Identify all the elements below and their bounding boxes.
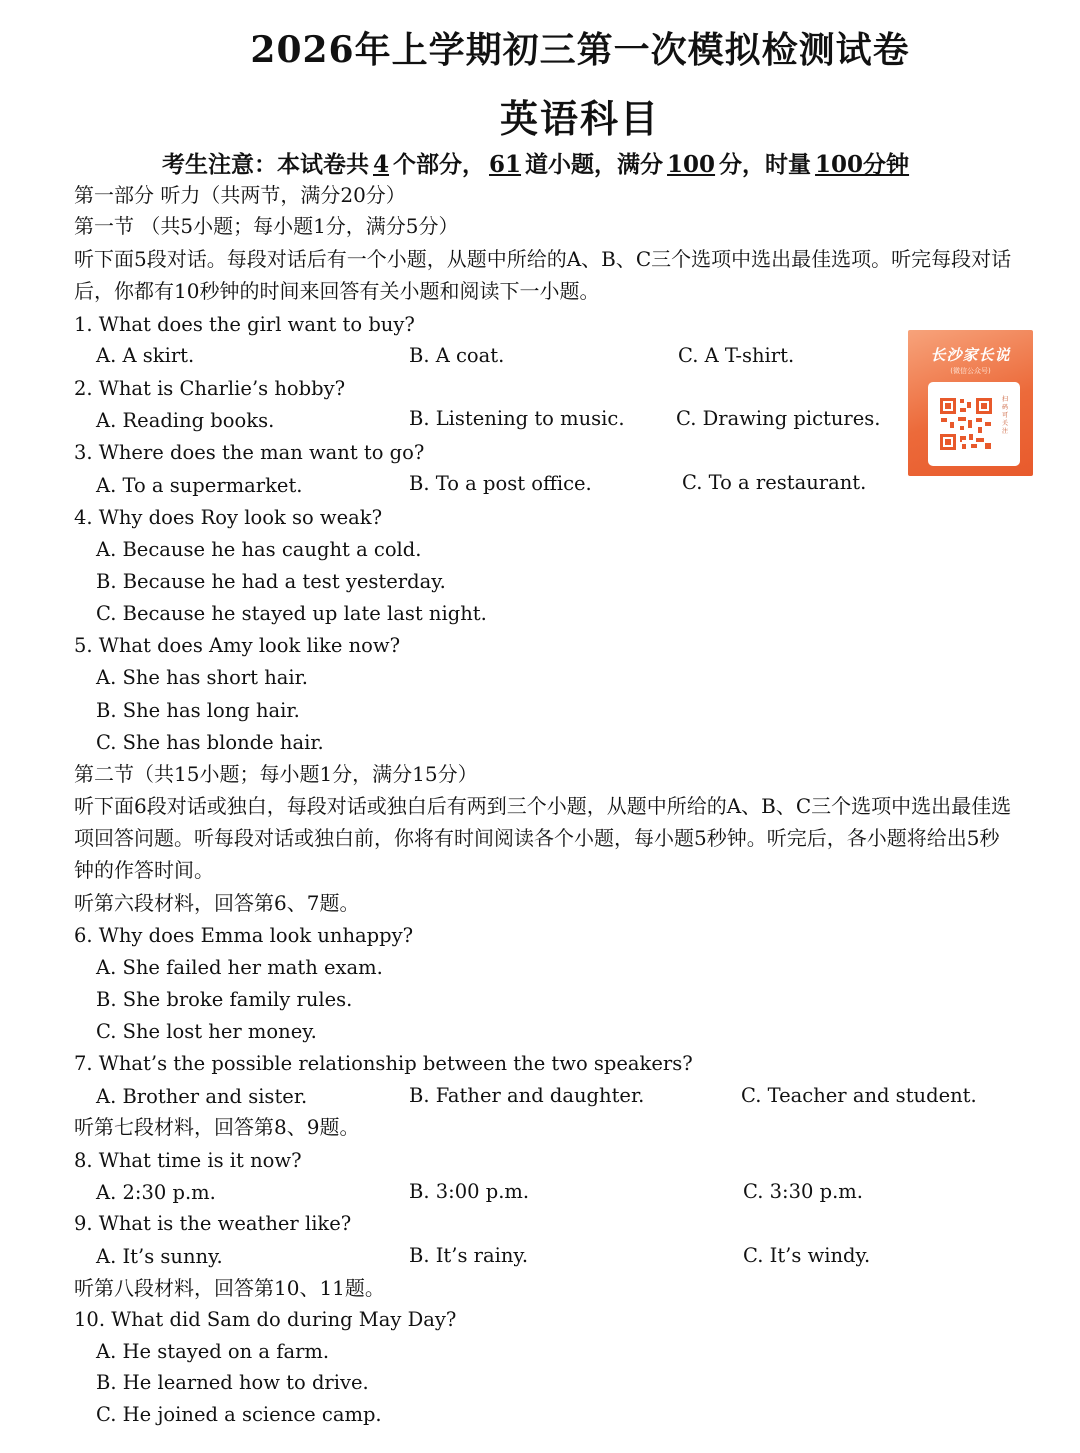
q1-option-b: B. A coat. [409,344,505,367]
notice-mid2: 道小题，满分 [525,151,664,178]
qr-code-icon[interactable] [938,396,994,452]
q8-option-c: C. 3:30 p.m. [743,1180,863,1203]
qr-sub-label: (微信公众号) [950,367,991,375]
q2-option-b: B. Listening to music. [409,407,625,430]
q5-option-b: B. She has long hair. [96,699,300,722]
section1-instructions: 听下面5段对话。每段对话后有一个小题，从题中所给的A、B、C三个选项中选出最佳选项。听完每段对话后，你都有10秒钟的时间来回答有关小题和阅读下一小题。 [74,247,1012,303]
question-10: 10. What did Sam do during May Day? [74,1308,457,1331]
section2-instructions: 听下面6段对话或独白，每段对话或独白后有两到三个小题，从题中所给的A、B、C三个选项中选出最佳选项回答问题。听每段对话或独白前，你将有时间阅读各个小题，每小题5秒钟。听完后，各小题将给出5秒钟的作答时间。 [74,794,1012,882]
q3-option-c: C. To a restaurant. [682,471,867,494]
q8-option-a: A. 2:30 p.m. [96,1181,216,1204]
q10-option-b: B. He learned how to drive. [96,1371,369,1394]
q9-option-a: A. It’s sunny. [96,1245,223,1268]
notice-mid1: 个部分， [393,151,486,178]
notice-prefix: 考生注意：本试卷共 [162,151,369,178]
question-5: 5. What does Amy look like now? [74,634,401,657]
question-9: 9. What is the weather like? [74,1212,352,1235]
q7-option-b: B. Father and daughter. [409,1084,645,1107]
exam-title: 2026年上学期初三第一次模拟检测试卷 [250,29,910,71]
notice-questions: 61 [489,151,522,178]
q4-option-a: A. Because he has caught a cold. [96,538,422,561]
notice-mid3: 分，时量 [719,151,812,178]
q6-option-b: B. She broke family rules. [96,988,353,1011]
question-8: 8. What time is it now? [74,1149,302,1172]
notice-time: 100分钟 [815,151,910,178]
qr-panel [928,382,1020,466]
q6-option-a: A. She failed her math exam. [96,956,383,979]
q6-option-c: C. She lost her money. [96,1020,317,1043]
notice-parts: 4 [373,151,390,178]
q2-option-a: A. Reading books. [96,409,275,432]
q4-option-c: C. Because he stayed up late last night. [96,602,487,625]
question-7: 7. What’s the possible relationship between the two speakers? [74,1052,693,1075]
q10-option-a: A. He stayed on a farm. [96,1340,330,1363]
q1-option-a: A. A skirt. [96,344,195,367]
q3-option-a: A. To a supermarket. [96,474,303,497]
q5-option-a: A. She has short hair. [96,666,308,689]
question-1: 1. What does the girl want to buy? [74,313,415,336]
q5-option-c: C. She has blonde hair. [96,731,324,754]
listen-note-eight: 听第八段材料，回答第10、11题。 [74,1276,385,1300]
question-6: 6. Why does Emma look unhappy? [74,924,414,947]
q7-option-a: A. Brother and sister. [96,1085,308,1108]
section2-heading: 第二节（共15小题；每小题1分，满分15分） [74,762,478,786]
q1-option-c: C. A T-shirt. [678,344,795,367]
question-3: 3. Where does the man want to go? [74,441,425,464]
listen-note-six: 听第六段材料，回答第6、7题。 [74,891,360,915]
q9-option-b: B. It’s rainy. [409,1244,529,1267]
q10-option-c: C. He joined a science camp. [96,1403,382,1426]
part1-heading: 第一部分 听力（共两节，满分20分） [74,183,406,207]
exam-notice [162,146,913,179]
qr-brand-label: 长沙家长说 [930,346,1011,364]
question-4: 4. Why does Roy look so weak? [74,506,383,529]
q2-option-c: C. Drawing pictures. [676,407,881,430]
q3-option-b: B. To a post office. [409,472,592,495]
notice-score: 100 [667,151,716,178]
qr-hint-label: 扫码可关注 [1002,396,1009,435]
q4-option-b: B. Because he had a test yesterday. [96,570,446,593]
question-2: 2. What is Charlie’s hobby? [74,377,346,400]
q8-option-b: B. 3:00 p.m. [409,1180,530,1203]
q7-option-c: C. Teacher and student. [741,1084,977,1107]
section1-heading: 第一节 （共5小题；每小题1分，满分5分） [74,214,459,238]
qr-promo-card[interactable] [908,330,1033,476]
listen-note-seven: 听第七段材料，回答第8、9题。 [74,1115,360,1139]
exam-subject: 英语科目 [499,96,660,141]
q9-option-c: C. It’s windy. [743,1244,871,1267]
